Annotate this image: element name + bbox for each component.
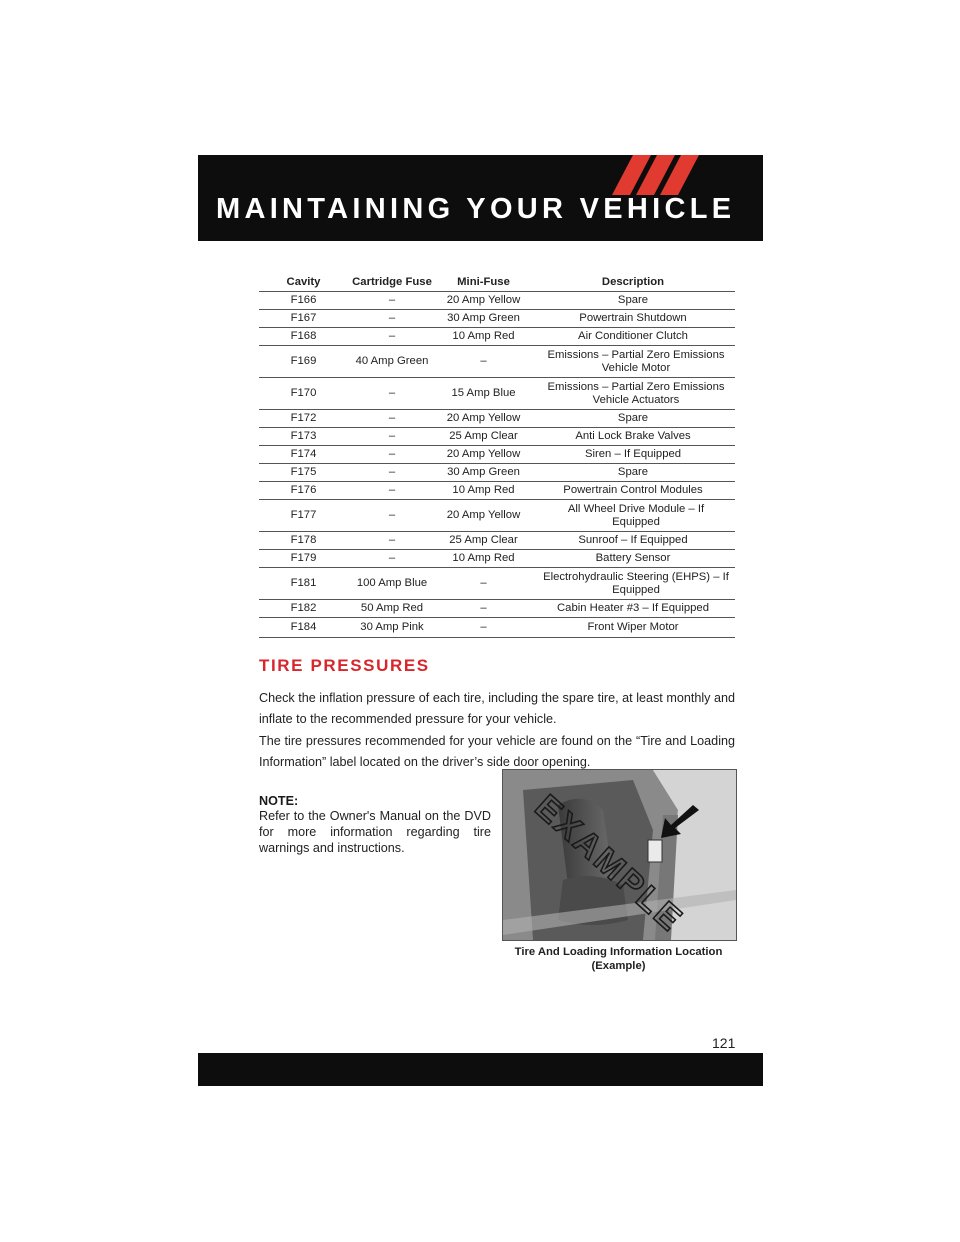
table-row xyxy=(259,410,735,428)
table-row xyxy=(259,292,735,310)
note-label: NOTE: xyxy=(259,794,299,808)
table-row xyxy=(259,500,735,532)
table-cell: F168 xyxy=(259,328,348,346)
table-cell: F176 xyxy=(259,482,348,500)
table-row xyxy=(259,346,735,378)
table-row xyxy=(259,568,735,600)
paragraph: Check the inflation pressure of each tire, including the spare tire, at least monthly and inflate to the recommended pressure for your vehicle. xyxy=(259,691,735,726)
chapter-title: MAINTAINING YOUR VEHICLE xyxy=(216,193,736,225)
table-cell: 30 Amp Pink xyxy=(348,618,436,638)
table-cell: F174 xyxy=(259,446,348,464)
table-cell: F182 xyxy=(259,600,348,618)
table-row xyxy=(259,532,735,550)
note-text: Refer to the Owner's Manual on the DVD for more information regarding tire warnings and instructions. xyxy=(259,809,491,855)
table-cell: Anti Lock Brake Valves xyxy=(531,428,735,446)
table-cell: 25 Amp Clear xyxy=(436,428,531,446)
table-row xyxy=(259,310,735,328)
table-cell: 40 Amp Green xyxy=(348,346,436,378)
table-cell: Front Wiper Motor xyxy=(531,618,735,638)
table-cell: All Wheel Drive Module – If Equipped xyxy=(531,500,735,532)
table-cell: 20 Amp Yellow xyxy=(436,410,531,428)
table-cell: F173 xyxy=(259,428,348,446)
table-cell: Electrohydraulic Steering (EHPS) – If Equipped xyxy=(531,568,735,600)
watermark-text: EXAMPLE xyxy=(527,787,691,940)
column-header: Description xyxy=(531,273,735,292)
paragraph: The tire pressures recommended for your vehicle are found on the “Tire and Loading Information” label located on the driver’s side door opening. xyxy=(259,734,735,769)
table-header-row xyxy=(259,273,735,292)
figure-caption: Tire And Loading Information Location (Example) xyxy=(514,946,723,972)
column-header: Cavity xyxy=(259,273,348,292)
table-row xyxy=(259,482,735,500)
table-cell: Sunroof – If Equipped xyxy=(531,532,735,550)
column-header: Mini-Fuse xyxy=(436,273,531,292)
table-cell: 10 Amp Red xyxy=(436,328,531,346)
table-cell: F167 xyxy=(259,310,348,328)
table-cell: – xyxy=(348,532,436,550)
table-cell: Powertrain Shutdown xyxy=(531,310,735,328)
table-cell: 25 Amp Clear xyxy=(436,532,531,550)
door-opening-photo xyxy=(502,769,737,941)
table-row xyxy=(259,600,735,618)
table-cell: 30 Amp Green xyxy=(436,464,531,482)
example-watermark xyxy=(503,770,736,940)
table-cell: F175 xyxy=(259,464,348,482)
table-cell: – xyxy=(348,410,436,428)
table-cell: F169 xyxy=(259,346,348,378)
table-cell: – xyxy=(348,378,436,410)
table-cell: Powertrain Control Modules xyxy=(531,482,735,500)
table-row xyxy=(259,550,735,568)
table-cell: – xyxy=(348,310,436,328)
table-row xyxy=(259,378,735,410)
table-cell: 10 Amp Red xyxy=(436,482,531,500)
table-cell: F170 xyxy=(259,378,348,410)
table-cell: Spare xyxy=(531,464,735,482)
table-cell: – xyxy=(436,618,531,638)
table-row xyxy=(259,328,735,346)
table-cell: Cabin Heater #3 – If Equipped xyxy=(531,600,735,618)
table-row xyxy=(259,446,735,464)
table-cell: Spare xyxy=(531,292,735,310)
table-row xyxy=(259,428,735,446)
table-cell: 100 Amp Blue xyxy=(348,568,436,600)
table-cell: 10 Amp Red xyxy=(436,550,531,568)
table-cell: F177 xyxy=(259,500,348,532)
table-cell: – xyxy=(348,428,436,446)
table-cell: – xyxy=(436,600,531,618)
table-cell: Emissions – Partial Zero Emissions Vehicle Actuators xyxy=(531,378,735,410)
section-title: TIRE PRESSURES xyxy=(259,656,430,675)
table-cell: 20 Amp Yellow xyxy=(436,500,531,532)
table-cell: – xyxy=(348,464,436,482)
table-cell: 15 Amp Blue xyxy=(436,378,531,410)
table-cell: F172 xyxy=(259,410,348,428)
table-cell: 20 Amp Yellow xyxy=(436,446,531,464)
table-cell: – xyxy=(436,346,531,378)
table-cell: F179 xyxy=(259,550,348,568)
fuse-table xyxy=(259,273,735,638)
table-cell: Emissions – Partial Zero Emissions Vehicle Motor xyxy=(531,346,735,378)
column-header: Cartridge Fuse xyxy=(348,273,436,292)
table-cell: Air Conditioner Clutch xyxy=(531,328,735,346)
table-cell: Spare xyxy=(531,410,735,428)
table-row xyxy=(259,618,735,638)
table-cell: 50 Amp Red xyxy=(348,600,436,618)
table-cell: Siren – If Equipped xyxy=(531,446,735,464)
table-cell: F178 xyxy=(259,532,348,550)
table-cell: F166 xyxy=(259,292,348,310)
footer-bar xyxy=(198,1053,763,1086)
page-number: 121 xyxy=(712,1035,736,1051)
table-cell: F181 xyxy=(259,568,348,600)
table-cell: – xyxy=(348,482,436,500)
table-cell: 20 Amp Yellow xyxy=(436,292,531,310)
table-cell: 30 Amp Green xyxy=(436,310,531,328)
table-cell: Battery Sensor xyxy=(531,550,735,568)
table-cell: – xyxy=(436,568,531,600)
table-cell: F184 xyxy=(259,618,348,638)
table-cell: – xyxy=(348,328,436,346)
table-cell: – xyxy=(348,550,436,568)
table-cell: – xyxy=(348,292,436,310)
table-cell: – xyxy=(348,446,436,464)
table-row xyxy=(259,464,735,482)
chapter-header-bar xyxy=(198,155,763,241)
table-cell: – xyxy=(348,500,436,532)
